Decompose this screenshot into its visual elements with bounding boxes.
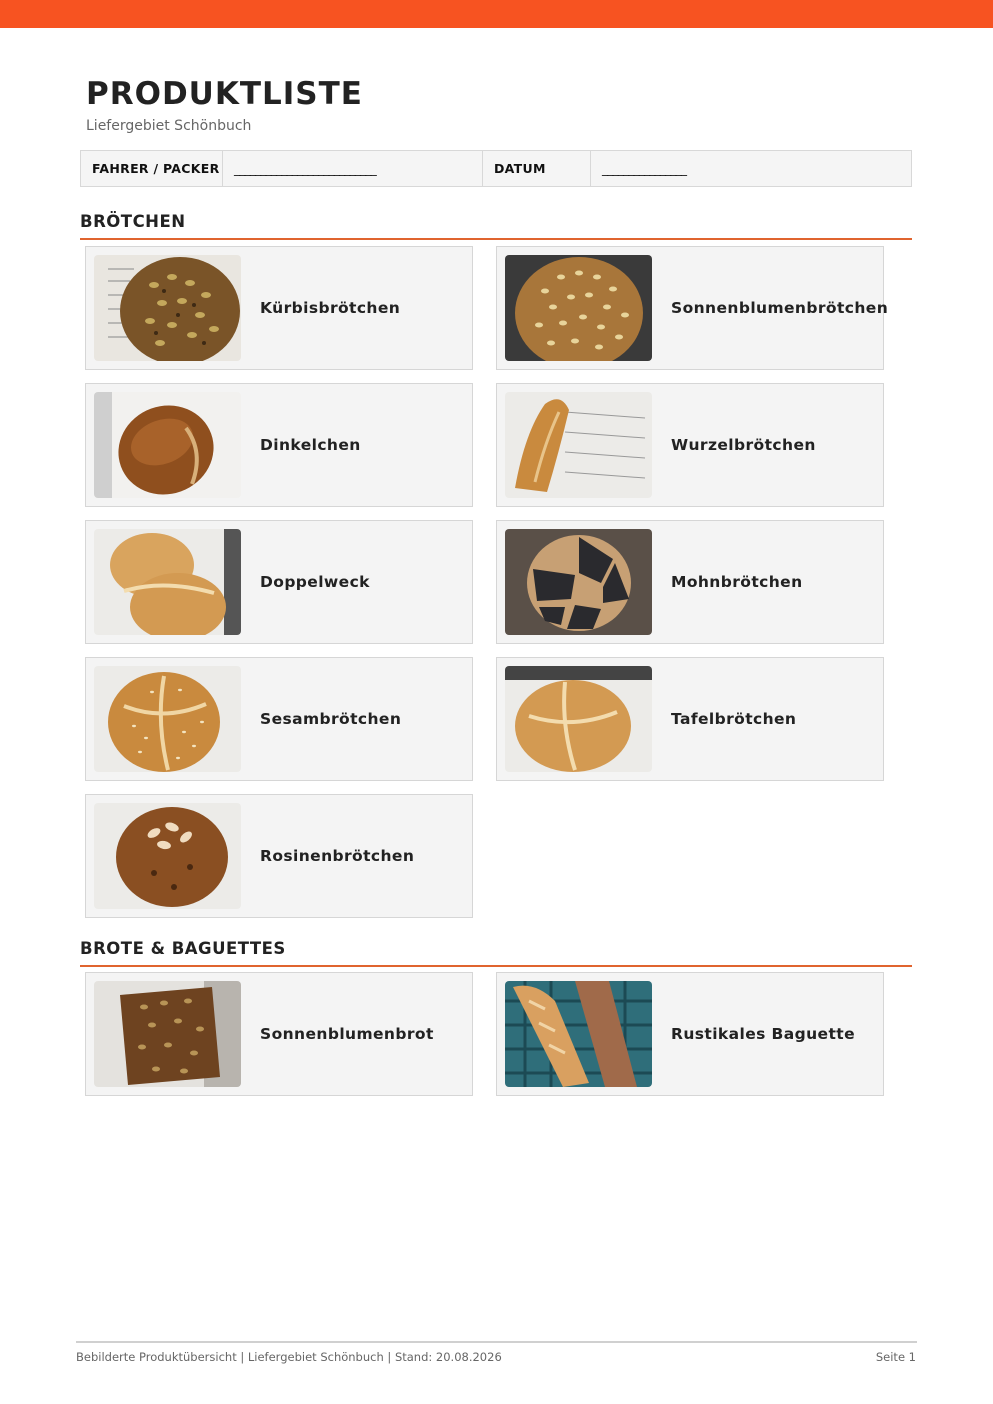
kaiser-roll-photo [505,666,652,772]
sunflower-roll-photo [505,255,652,361]
sunflower-bread-photo [94,981,241,1087]
product-name: Kürbisbrötchen [260,299,401,317]
product-name: Sonnenblumenbrötchen [671,299,889,317]
section-divider [80,965,912,967]
product-card [496,520,884,644]
product-card [85,246,473,370]
root-roll-photo [505,392,652,498]
driver-field[interactable]: ___________________________ [223,151,483,186]
pumpkin-seed-roll-photo [94,255,241,361]
page-title: PRODUKTLISTE [86,76,363,112]
product-name: Wurzelbrötchen [671,436,816,454]
product-card [85,520,473,644]
section-divider [80,238,912,240]
poppy-roll-photo [505,529,652,635]
date-field[interactable]: ________________ [602,161,686,176]
product-name: Doppelweck [260,573,370,591]
product-card [496,972,884,1096]
driver-label: FAHRER / PACKER [81,151,223,186]
sesame-roll-photo [94,666,241,772]
raisin-roll-photo [94,803,241,909]
section-title-brote-baguettes: BROTE & BAGUETTES [80,939,286,958]
baguette-photo [505,981,652,1087]
product-card [85,383,473,507]
footer-divider [76,1341,917,1343]
product-name: Rustikales Baguette [671,1025,855,1043]
product-name: Rosinenbrötchen [260,847,415,865]
double-roll-photo [94,529,241,635]
product-card [496,657,884,781]
product-name: Sesambrötchen [260,710,402,728]
page-number: Seite 1 [875,1350,916,1364]
product-name: Tafelbrötchen [671,710,797,728]
product-card [85,972,473,1096]
product-card [496,383,884,507]
product-name: Sonnenblumenbrot [260,1025,434,1043]
product-card [85,794,473,918]
section-title-broetchen: BRÖTCHEN [80,212,186,231]
product-card [496,246,889,370]
top-accent-bar [0,0,993,28]
product-name: Dinkelchen [260,436,361,454]
page-subtitle: Liefergebiet Schönbuch [86,118,252,134]
date-label: DATUM [483,151,591,186]
footer-text: Bebilderte Produktübersicht | Liefergebiet Schönbuch | Stand: 20.08.2026 [76,1350,502,1364]
delivery-info-table [80,150,912,187]
product-name: Mohnbrötchen [671,573,803,591]
product-card [85,657,473,781]
spelt-roll-photo [94,392,241,498]
